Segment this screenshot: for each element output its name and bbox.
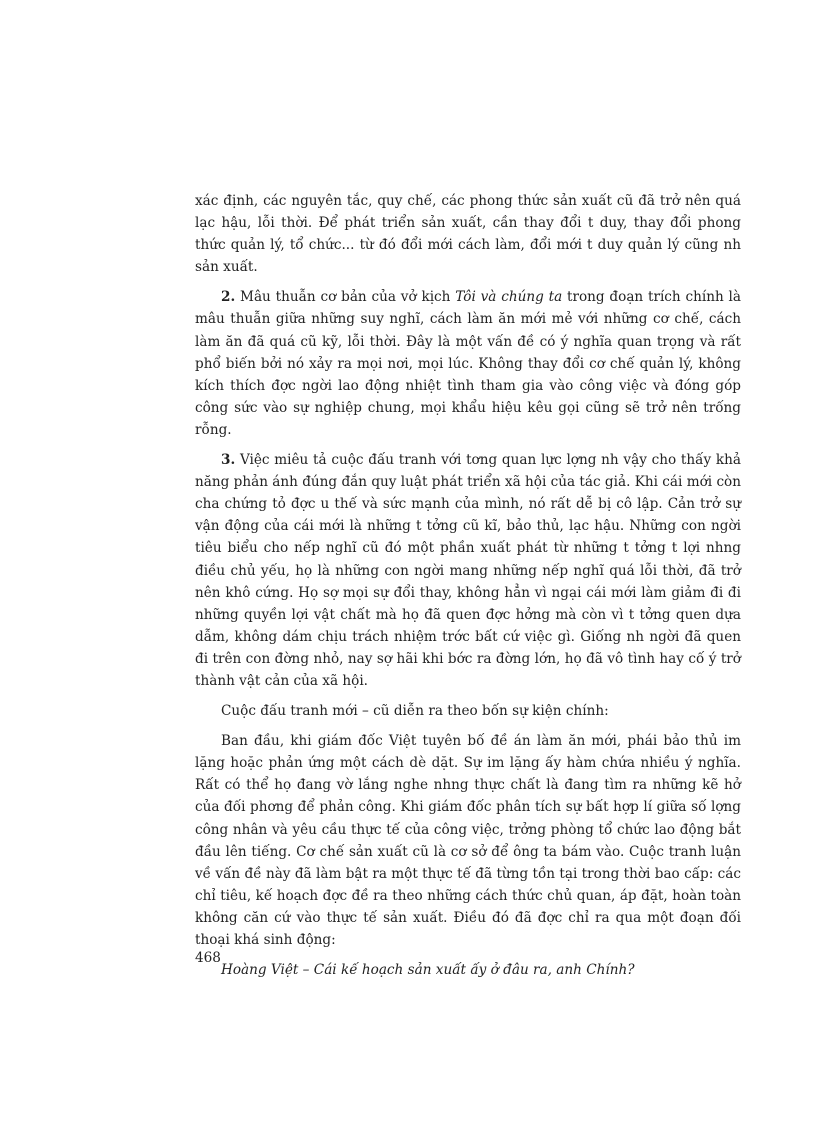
dialogue-text: Hoàng Việt – Cái kế hoạch sản xuất ấy ở đâu ra, anh Chính? [221, 962, 635, 979]
body-text [195, 190, 741, 989]
paragraph-text: Cuộc đấu tranh mới – cũ diễn ra theo bốn sự kiện chính: [221, 703, 609, 720]
paragraph-initial-stage [195, 730, 741, 951]
paragraph-continuation [195, 190, 741, 278]
paragraph-text: trong đoạn trích chính là mâu thuẫn giữa những suy nghĩ, cách làm ăn mới mẻ với những cơ chế, cách làm ăn đã quá cũ kỹ, lỗi thời. Đây là một vấn đề có ý nghĩa quan trọng và rất phổ biến bởi nó xảy ra mọi nơi, mọi lúc. Không thay đổi cơ chế quản lý, không kích thích đợc ngời lao động nhiệt tình tham gia vào công việc và đóng góp công sức vào sự nghiệp chung, mọi khẩu hiệu kêu gọi cũng sẽ trở nên trống rỗng. [195, 289, 741, 438]
paragraph-number: 3. [221, 452, 236, 469]
paragraph-four-events [195, 700, 741, 722]
play-title: Tôi và chúng ta [455, 289, 563, 306]
paragraph-2 [195, 286, 741, 441]
paragraph-3 [195, 449, 741, 692]
page-number: 468 [195, 950, 221, 966]
dialogue-line [195, 959, 741, 981]
paragraph-number: 2. [221, 289, 236, 306]
paragraph-text: xác định, các nguyên tắc, quy chế, các phong thức sản xuất cũ đã trở nên quá lạc hậu, lỗi thời. Để phát triển sản xuất, cần thay đổi t duy, thay đổi phong thức quản lý, tổ chức... từ đó đổi mới cách làm, đổi mới t duy quản lý cũng nh sản xuất. [195, 193, 741, 276]
paragraph-text: Mâu thuẫn cơ bản của vở kịch [235, 289, 456, 306]
paragraph-text: Ban đầu, khi giám đốc Việt tuyên bố đề án làm ăn mới, phái bảo thủ im lặng hoặc phản ứng một cách dè dặt. Sự im lặng ấy hàm chứa nhiều ý nghĩa. Rất có thể họ đang vờ lắng nghe nhng thực chất là đang tìm ra những kẽ hở của đối phơng để phản công. Khi giám đốc phân tích sự bất hợp lí giữa số lợng công nhân và yêu cầu thực tế của công việc, trởng phòng tổ chức lao động bắt đầu lên tiếng. Cơ chế sản xuất cũ là cơ sở để ông ta bám vào. Cuộc tranh luận về vấn đề này đã làm bật ra một thực tế đã từng tồn tại trong thời bao cấp: các chỉ tiêu, kế hoạch đợc đề ra theo những cách thức chủ quan, áp đặt, hoàn toàn không căn cứ vào thực tế sản xuất. Điều đó đã đợc chỉ ra qua một đoạn đối thoại khá sinh động: [195, 733, 741, 948]
paragraph-text: Việc miêu tả cuộc đấu tranh với tơng quan lực lợng nh vậy cho thấy khả năng phản ánh đúng đắn quy luật phát triển xã hội của tác giả. Khi cái mới còn cha chứng tỏ đợc u thế và sức mạnh của mình, nó rất dễ bị cô lập. Cản trở sự vận động của cái mới là những t tởng cũ kĩ, bảo thủ, lạc hậu. Những con ngời tiêu biểu cho nếp nghĩ cũ đó một phần xuất phát từ những t tởng t lợi nhng điều chủ yếu, họ là những con ngời mang những nếp nghĩ quá lỗi thời, đã trở nên khô cứng. Họ sợ mọi sự đổi thay, không hẳn vì ngại cái mới làm giảm đi đi những quyền lợi vật chất mà họ đã quen đợc hởng mà còn vì t tởng quen dựa dẫm, không dám chịu trách nhiệm trớc bất cứ việc gì. Giống nh ngời đã quen đi trên con đờng nhỏ, nay sợ hãi khi bớc ra đờng lớn, họ đã vô tình hay cố ý trở thành vật cản của xã hội. [195, 452, 741, 689]
